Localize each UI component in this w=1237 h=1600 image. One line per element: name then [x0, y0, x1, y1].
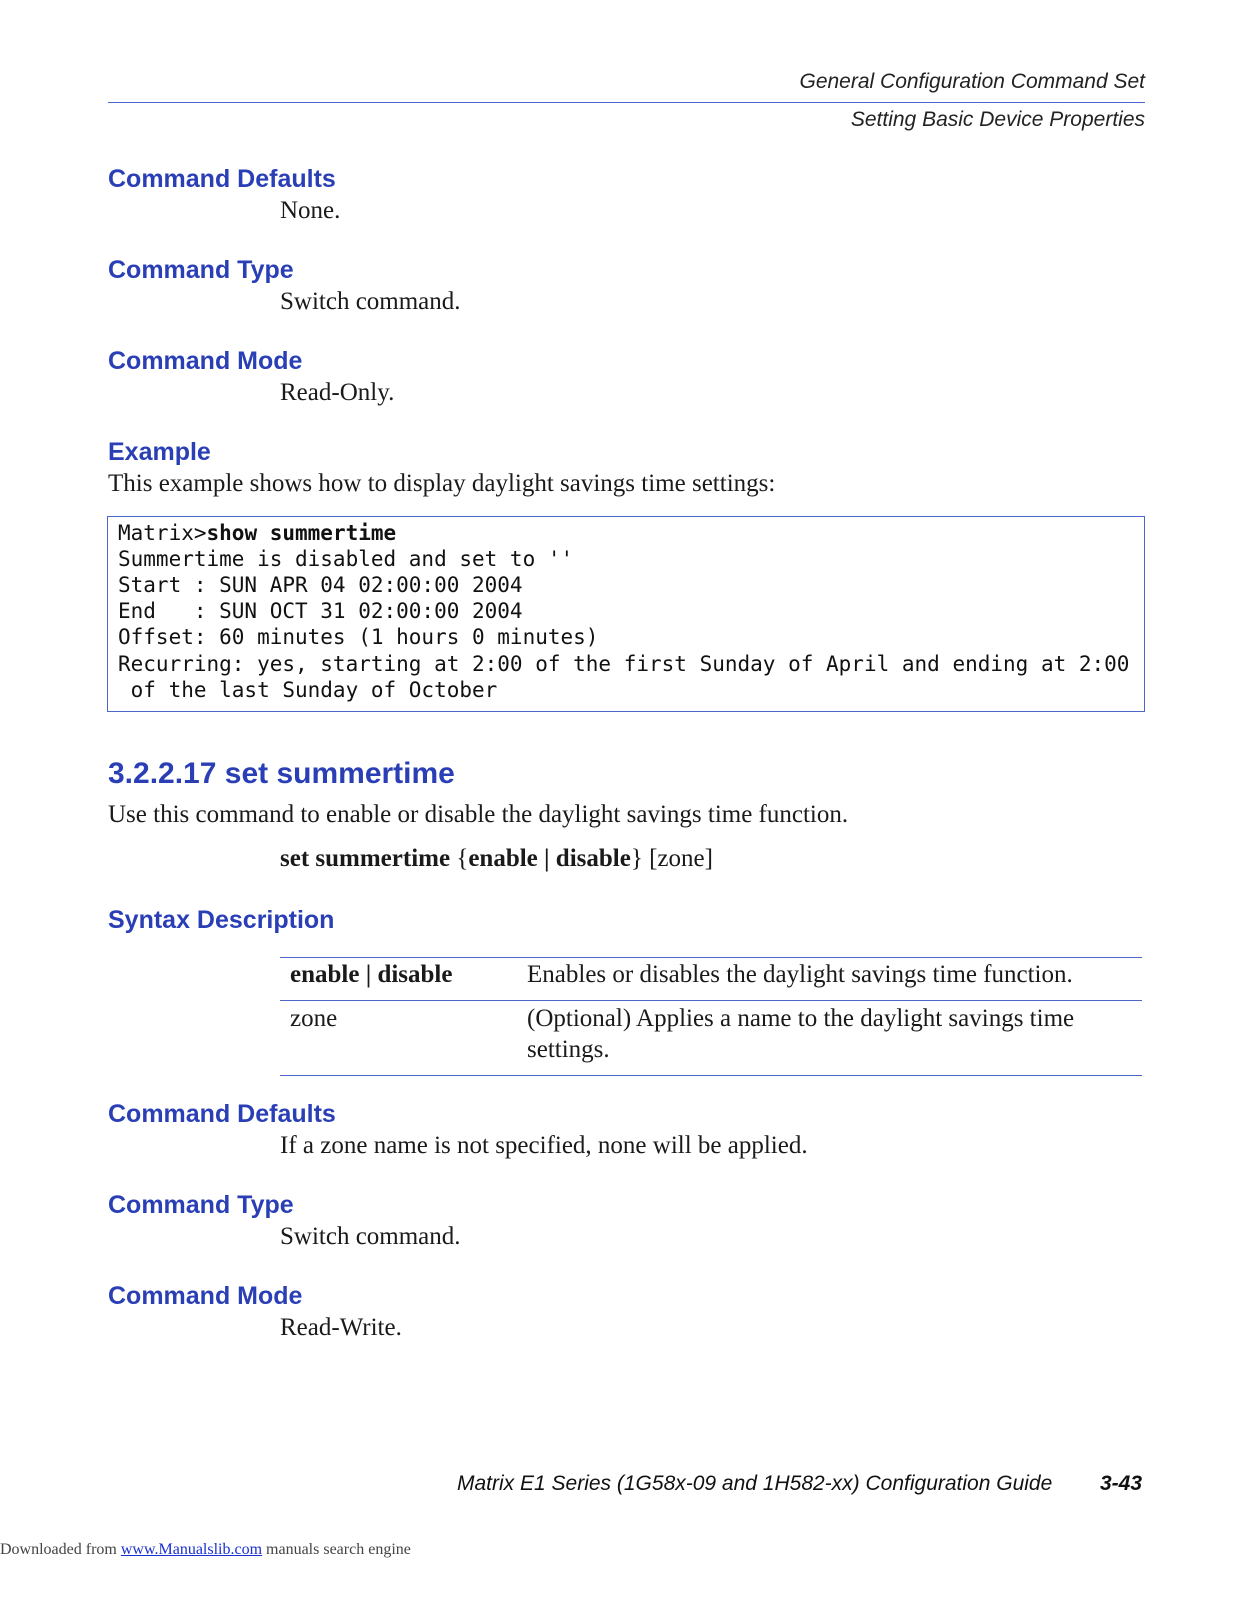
command-defaults-heading: Command Defaults: [108, 165, 336, 193]
code-command: show summertime: [206, 521, 397, 545]
param-description: (Optional) Applies a name to the daylight savings time: [527, 1005, 1075, 1032]
table-top-rule: [280, 957, 1142, 958]
code-prompt: Matrix>: [118, 521, 207, 545]
example-heading: Example: [108, 438, 211, 466]
example-text: This example shows how to display daylight savings time settings:: [108, 470, 776, 497]
table-row-rule: [280, 1000, 1142, 1001]
param-description-cont: settings.: [527, 1036, 610, 1063]
code-line: of the last Sunday of October: [118, 678, 498, 702]
syntax-option-enable: enable: [468, 845, 538, 872]
section-title: 3.2.2.17 set summertime: [108, 757, 455, 790]
section-intro: Use this command to enable or disable the daylight savings time function.: [108, 801, 849, 828]
command-defaults-text: None.: [280, 197, 341, 224]
code-line: Summertime is disabled and set to '': [118, 547, 574, 571]
command-type-text: Switch command.: [280, 288, 461, 315]
header-rule: [108, 102, 1145, 103]
running-header-section: Setting Basic Device Properties: [850, 108, 1145, 131]
syntax-separator: |: [537, 845, 556, 872]
param-description: Enables or disables the daylight savings time function.: [527, 961, 1073, 988]
code-line: End : SUN OCT 31 02:00:00 2004: [118, 599, 523, 623]
param-name: enable | disable: [290, 961, 453, 988]
code-line: Offset: 60 minutes (1 hours 0 minutes): [118, 625, 599, 649]
page-number: 3-43: [1100, 1472, 1143, 1495]
command-defaults-heading: Command Defaults: [108, 1100, 336, 1128]
download-notice: [0, 1541, 411, 1559]
command-mode-text: Read-Only.: [280, 379, 395, 406]
table-bottom-rule: [280, 1075, 1142, 1076]
command-mode-text: Read-Write.: [280, 1314, 402, 1341]
command-defaults-text: If a zone name is not specified, none will be applied.: [280, 1132, 808, 1159]
footer-guide-title: Matrix E1 Series (1G58x-09 and 1H582-xx) Configuration Guide: [457, 1472, 1053, 1495]
command-syntax: [280, 845, 713, 873]
syntax-optional-zone: [zone]: [649, 845, 713, 872]
param-name: zone: [290, 1005, 338, 1032]
code-line: Start : SUN APR 04 02:00:00 2004: [118, 573, 523, 597]
command-type-heading: Command Type: [108, 256, 294, 284]
syntax-brace-open: {: [450, 845, 469, 872]
code-line: Recurring: yes, starting at 2:00 of the first Sunday of April and ending at 2:00: [118, 652, 1130, 676]
code-line-command: [118, 521, 396, 545]
running-header-chapter: General Configuration Command Set: [799, 70, 1145, 93]
manualslib-link[interactable]: www.Manualslib.com: [120, 1541, 263, 1558]
syntax-command: set summertime: [280, 845, 451, 872]
command-type-heading: Command Type: [108, 1191, 294, 1219]
syntax-option-disable: disable: [555, 845, 631, 872]
download-prefix: Downloaded from: [0, 1541, 121, 1558]
command-mode-heading: Command Mode: [108, 1282, 303, 1310]
syntax-brace-close: }: [630, 845, 650, 872]
syntax-description-heading: Syntax Description: [108, 906, 335, 934]
download-suffix: manuals search engine: [262, 1541, 411, 1558]
command-type-text: Switch command.: [280, 1223, 461, 1250]
command-mode-heading: Command Mode: [108, 347, 303, 375]
